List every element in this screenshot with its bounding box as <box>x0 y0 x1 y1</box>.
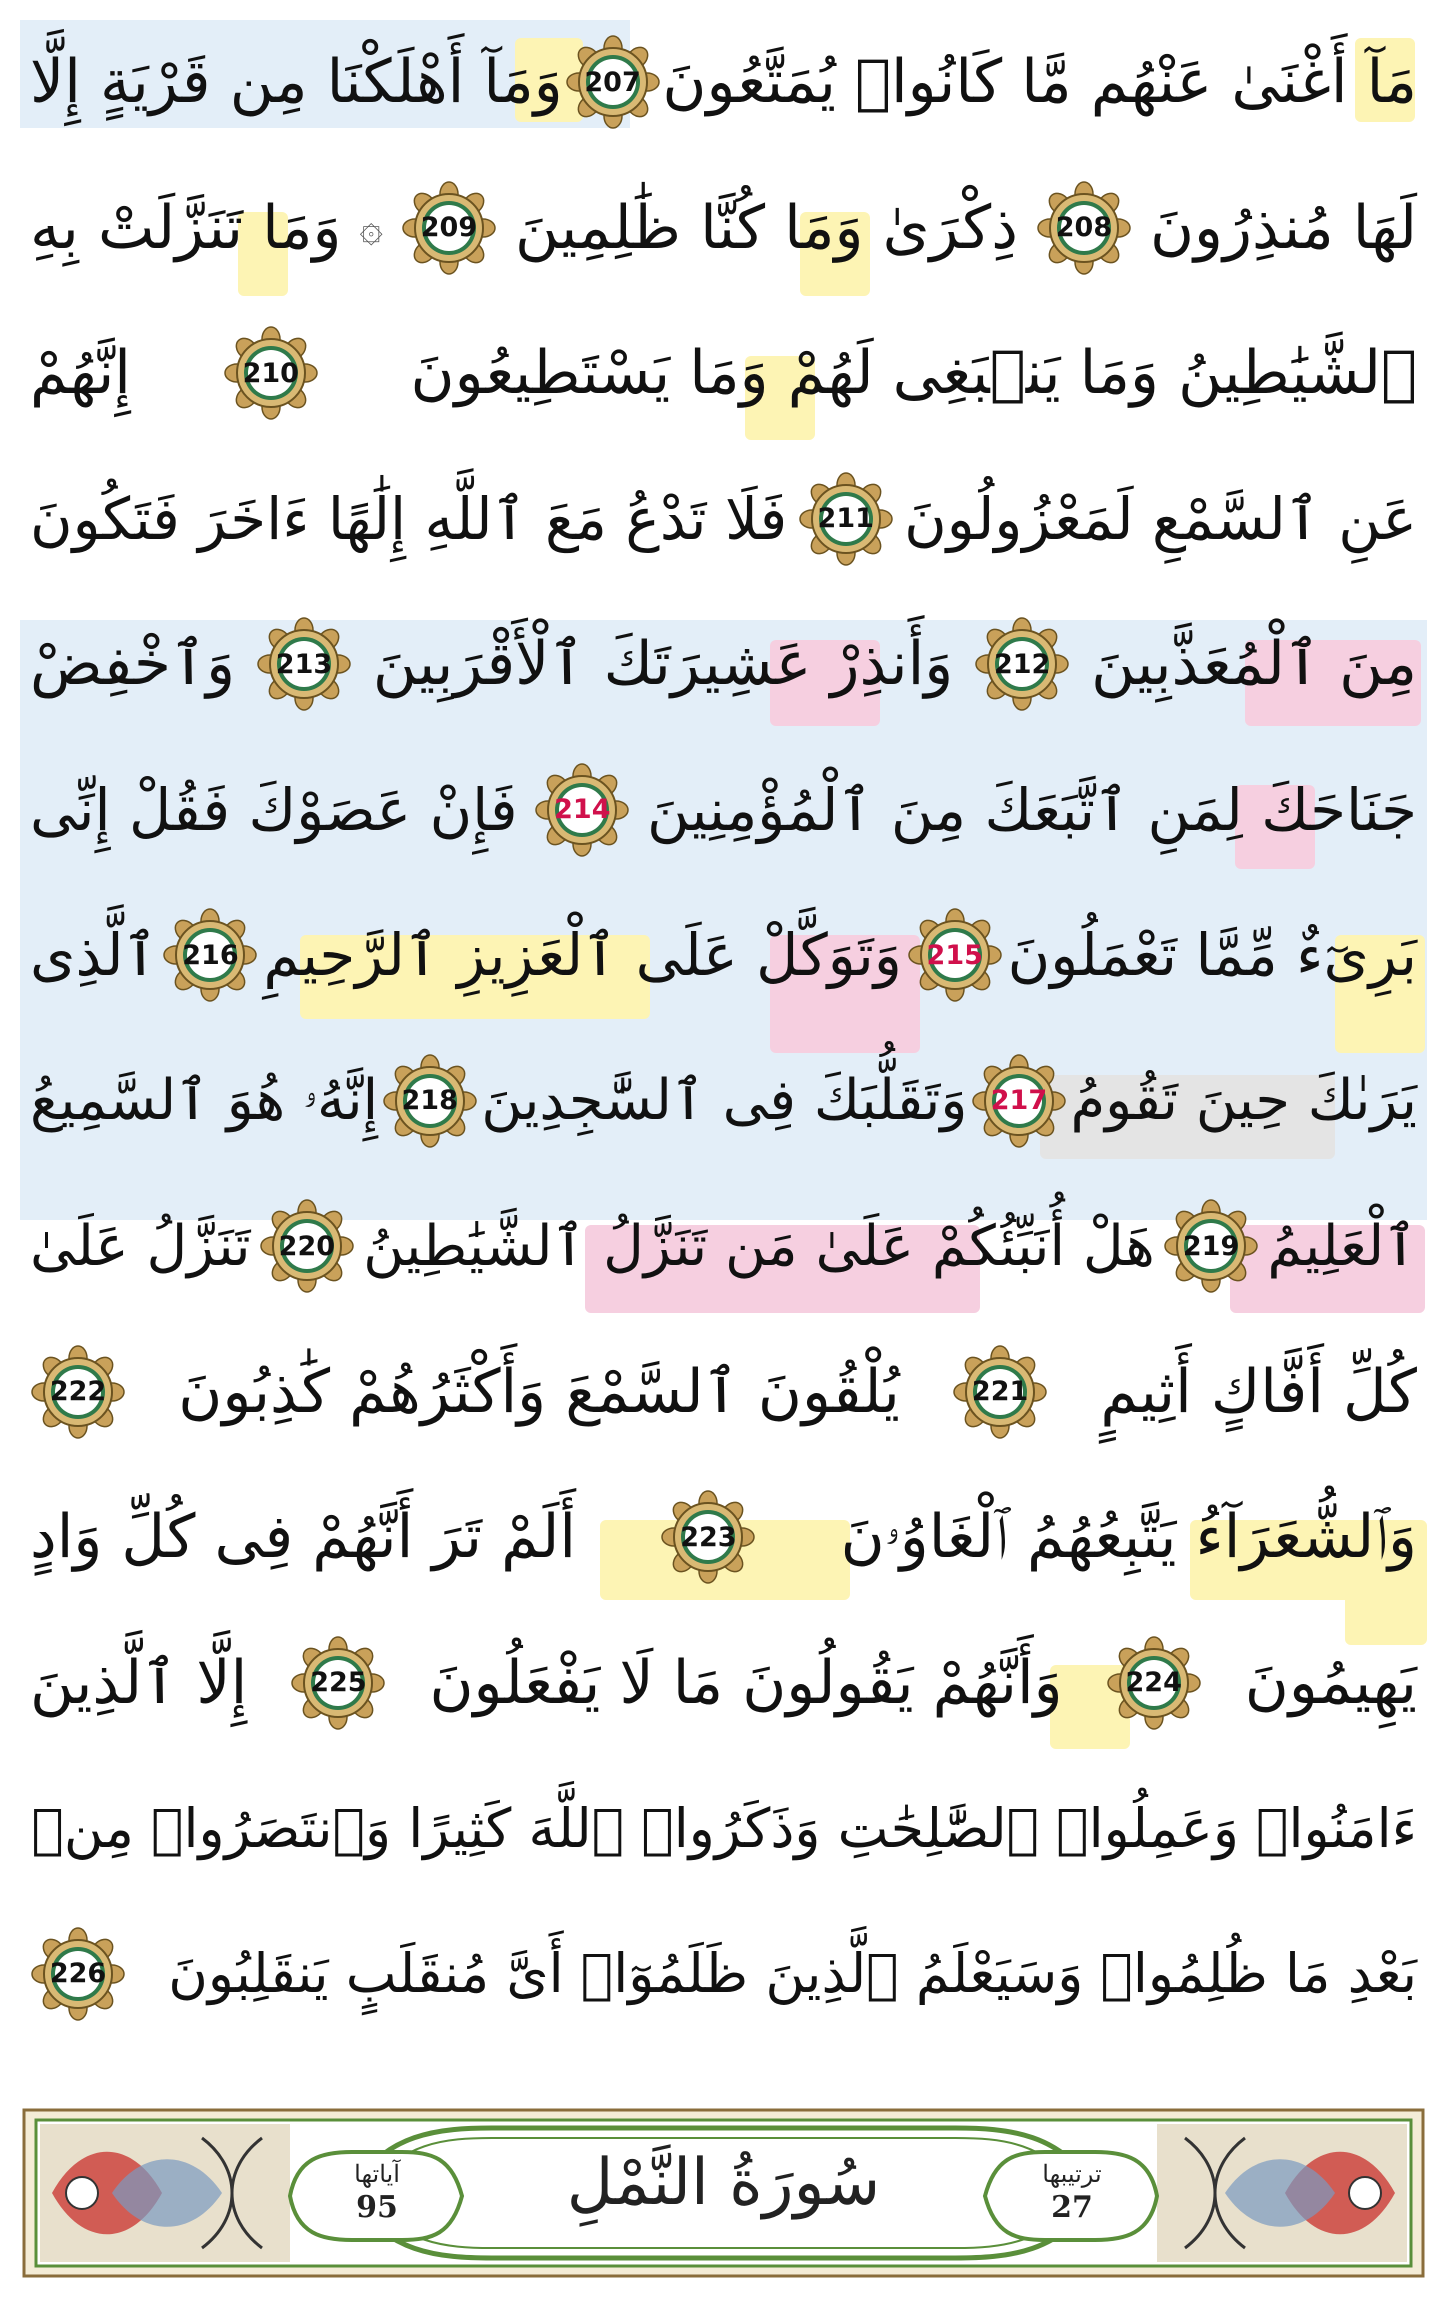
verse-line <box>30 313 1417 433</box>
ayat-label: آياتها <box>354 2160 400 2188</box>
ayah-number: 210 <box>242 357 299 389</box>
verse-text: ٱلَّذِى <box>30 921 158 989</box>
ayah-number: 212 <box>993 648 1051 680</box>
verse-text: إِنَّهُۥ هُوَ ٱلسَّمِيعُ <box>30 1067 379 1133</box>
surah-header-frame <box>22 2108 1425 2278</box>
ayah-number: 224 <box>1125 1667 1182 1698</box>
ayah-number-marker <box>259 1198 355 1294</box>
verse-text: يَرَىٰكَ حِينَ تَقُومُ <box>1070 1068 1417 1133</box>
ayah-number-marker <box>162 907 258 1003</box>
ayah-number-marker <box>223 325 319 421</box>
verse-line <box>30 1477 1417 1597</box>
ayah-number-marker <box>1106 1635 1202 1731</box>
ayah-number-marker <box>256 616 352 712</box>
ayah-number-marker <box>30 1344 126 1440</box>
ayah-number-marker <box>660 1489 756 1585</box>
ayah-number-marker <box>30 1926 126 2022</box>
verse-text: ءَامَنُوا۟ وَعَمِلُوا۟ ٱلصَّٰلِحَٰتِ وَذَكَرُوا۟ ٱللَّهَ كَثِيرًا وَٱنتَصَرُوا۟ مِنۢ <box>31 1796 1417 1860</box>
ayah-number: 208 <box>1055 212 1113 243</box>
surah-name: سُورَةُ النَّمْلِ <box>566 2146 881 2220</box>
ayah-number: 219 <box>1182 1230 1240 1262</box>
verse-text: مِنَ ٱلْمُعَذَّبِينَ <box>1091 629 1417 699</box>
ayah-number: 209 <box>420 212 478 243</box>
verse-text: فَإِنْ عَصَوْكَ فَقُلْ إِنِّى <box>30 775 518 844</box>
ayat-value: 95 <box>356 2190 398 2225</box>
ayah-number: 213 <box>275 648 333 680</box>
verse-text: أَلَمْ تَرَ أَنَّهُمْ فِى كُلِّ وَادٍ <box>30 1502 577 1572</box>
ayah-number: 220 <box>278 1230 336 1262</box>
ayah-number: 217 <box>990 1085 1048 1116</box>
verse-line <box>30 1623 1417 1743</box>
ayah-number: 225 <box>310 1667 367 1698</box>
ayah-number-marker <box>907 907 1003 1003</box>
ayah-number: 221 <box>971 1376 1029 1407</box>
verse-line <box>30 1186 1417 1306</box>
verse-text: وَأَنَّهُمْ يَقُولُونَ مَا لَا يَفْعَلُونَ <box>429 1647 1063 1718</box>
verse-line <box>30 604 1417 724</box>
verse-text: فَلَا تَدْعُ مَعَ ٱللَّهِ إِلَٰهًا ءَاخَرَ فَتَكُونَ <box>30 484 788 553</box>
ayah-number: 215 <box>926 939 983 971</box>
verse-text: جَنَاحَكَ لِمَنِ ٱتَّبَعَكَ مِنَ ٱلْمُؤْمِنِينَ <box>647 775 1417 844</box>
surah-order <box>997 2154 1147 2238</box>
ayah-number-marker <box>1036 180 1132 276</box>
ayah-number: 211 <box>817 503 874 534</box>
verse-line <box>30 1041 1417 1161</box>
verse-text: وَمَآ أَهْلَكْنَا مِن قَرْيَةٍ إِلَّا <box>30 47 563 117</box>
verse-text: وَأَنذِرْ عَشِيرَتَكَ ٱلْأَقْرَبِينَ <box>372 629 954 699</box>
verse-line <box>30 168 1417 288</box>
verse-text: بَرِىٓءٌ مِّمَّا تَعْمَلُونَ <box>1007 921 1417 989</box>
ayah-number-marker <box>565 34 661 130</box>
ayah-number: 223 <box>680 1521 737 1553</box>
verse-text: مَآ أَغْنَىٰ عَنْهُم مَّا كَانُوا۟ يُمَتَّعُونَ <box>662 47 1417 117</box>
verse-text: ذِكْرَىٰ وَمَا كُنَّا ظَٰلِمِينَ <box>514 192 1018 263</box>
verse-text: إِلَّا ٱلَّذِينَ <box>30 1647 248 1718</box>
verse-line <box>30 1914 1417 2034</box>
ayah-number-marker <box>534 762 630 858</box>
ayah-number-marker <box>290 1635 386 1731</box>
ayah-number-marker <box>1163 1198 1259 1294</box>
ayah-number-marker <box>974 616 1070 712</box>
verse-text: إِنَّهُمْ <box>30 338 131 408</box>
ayah-number-marker <box>971 1053 1067 1149</box>
verse-text: وَٱلشُّعَرَآءُ يَتَّبِعُهُمُ ٱلْغَاوُۥنَ <box>840 1502 1417 1572</box>
verse-text: وَتَوَكَّلْ عَلَى ٱلْعَزِيزِ ٱلرَّحِيمِ <box>263 921 902 989</box>
verse-text: وَمَا تَنَزَّلَتْ بِهِ <box>30 192 342 263</box>
ayah-number: 214 <box>554 794 611 825</box>
order-value: 27 <box>1051 2190 1093 2225</box>
verse-line <box>30 22 1417 142</box>
order-label: ترتيبها <box>1042 2160 1102 2188</box>
rub-el-hizb-icon: ۞ <box>359 204 383 251</box>
ayah-number: 226 <box>49 1958 107 1989</box>
ayah-number: 207 <box>584 66 641 98</box>
verse-text: هَلْ أُنَبِّئُكُمْ عَلَىٰ مَن تَنَزَّلُ ٱلشَّيَٰطِينُ <box>363 1213 1155 1279</box>
ayat-count <box>302 2154 452 2238</box>
ayah-number-marker <box>952 1344 1048 1440</box>
ayah-number: 216 <box>182 939 239 971</box>
verse-text: لَهَا مُنذِرُونَ <box>1149 192 1417 263</box>
verse-text: ٱلْعَلِيمُ <box>1267 1213 1417 1279</box>
verse-text: يُلْقُونَ ٱلسَّمْعَ وَأَكْثَرُهُمْ كَٰذِبُونَ <box>178 1356 900 1427</box>
ayah-number: 218 <box>401 1085 458 1116</box>
verse-text: بَعْدِ مَا ظُلِمُوا۟ وَسَيَعْلَمُ ٱلَّذِينَ ظَلَمُوٓا۟ أَىَّ مُنقَلَبٍ يَنقَلِبُونَ <box>168 1942 1417 2005</box>
ayah-number-marker <box>798 471 894 567</box>
verse-text: عَنِ ٱلسَّمْعِ لَمَعْزُولُونَ <box>904 484 1417 553</box>
verse-line <box>30 1332 1417 1452</box>
verse-line <box>30 1768 1417 1888</box>
verse-text: تَنَزَّلُ عَلَىٰ <box>30 1213 251 1279</box>
verse-text: ٱلشَّيَٰطِينُ وَمَا يَنۢبَغِى لَهُمْ وَمَا يَسْتَطِيعُونَ <box>410 338 1417 408</box>
verse-text: وَٱخْفِضْ <box>30 629 236 699</box>
verse-line <box>30 459 1417 579</box>
ayah-number-marker <box>401 180 497 276</box>
verse-text: يَهِيمُونَ <box>1244 1647 1417 1718</box>
ayah-number-marker <box>382 1053 478 1149</box>
verse-text: كُلِّ أَفَّاكٍ أَثِيمٍ <box>1100 1356 1417 1427</box>
verse-text: وَتَقَلُّبَكَ فِى ٱلسَّٰجِدِينَ <box>481 1068 968 1133</box>
ayah-number: 222 <box>49 1376 107 1407</box>
verse-line <box>30 750 1417 870</box>
verse-line <box>30 895 1417 1015</box>
